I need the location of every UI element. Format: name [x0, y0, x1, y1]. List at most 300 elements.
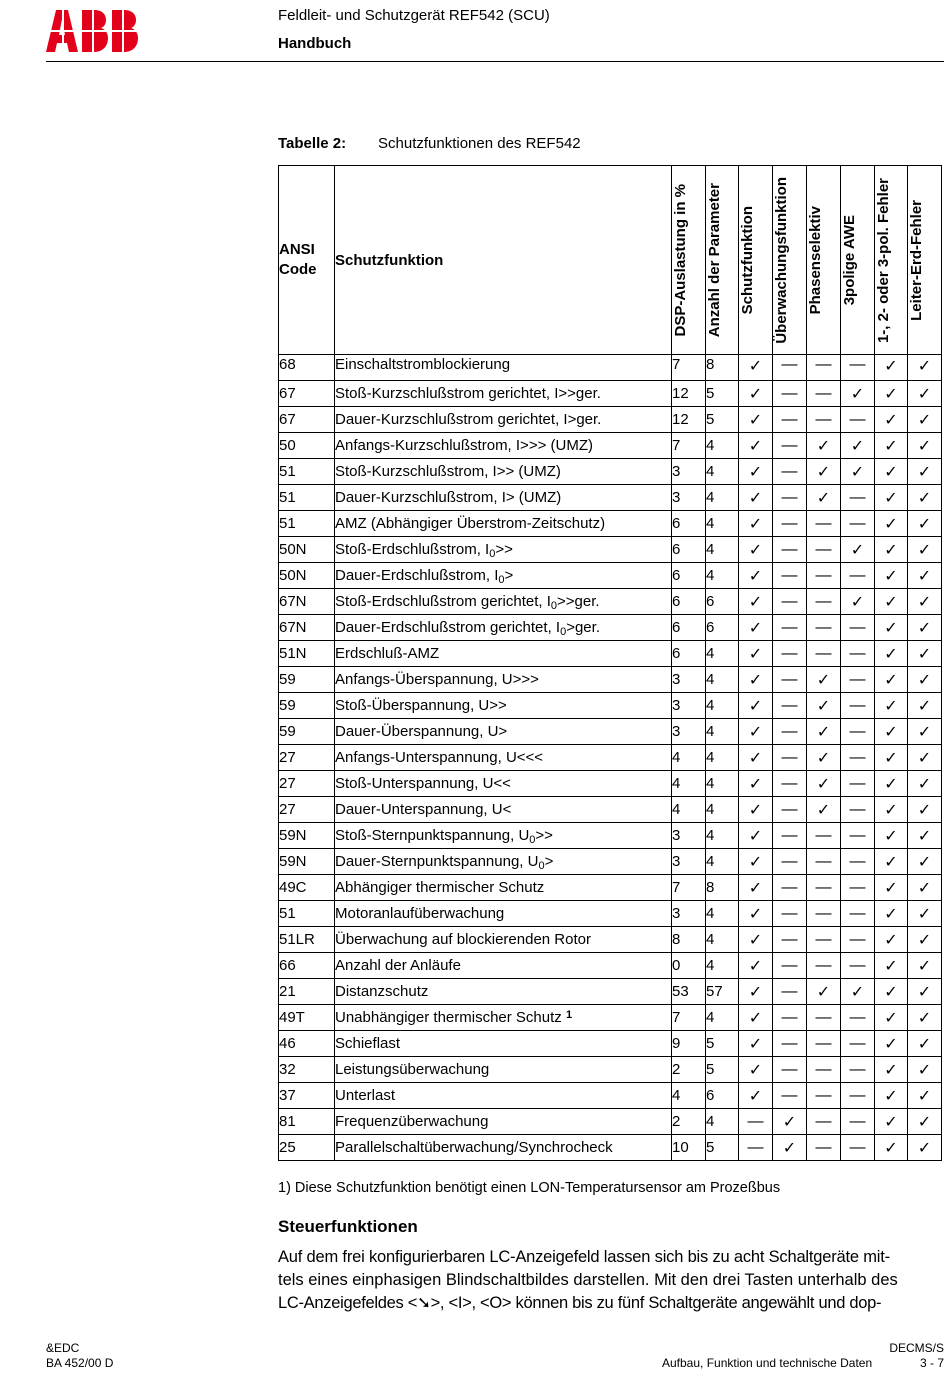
function-name-cell [335, 1031, 672, 1057]
check-mark: ✓ [841, 589, 875, 615]
function-name: Anfangs-Unterspannung, U<<< [335, 749, 544, 766]
check-mark: ✓ [875, 693, 908, 719]
header-schutz: Schutzfunktion [739, 166, 773, 355]
ansi-code-cell: 37 [279, 1083, 335, 1109]
check-mark: ✓ [739, 355, 773, 381]
table-row [279, 745, 942, 771]
param-count-cell: 4 [706, 849, 739, 875]
table-row [279, 641, 942, 667]
dash-mark: — [773, 927, 807, 953]
check-mark: ✓ [908, 1135, 942, 1161]
dash-mark: — [773, 875, 807, 901]
dash-mark: — [773, 589, 807, 615]
dash-mark: — [773, 693, 807, 719]
function-name-cell [335, 953, 672, 979]
table-row [279, 1135, 942, 1161]
dash-mark: — [841, 1083, 875, 1109]
dash-mark: — [773, 615, 807, 641]
check-mark: ✓ [807, 979, 841, 1005]
dash-mark: — [773, 823, 807, 849]
table-row [279, 563, 942, 589]
function-name-cell [335, 901, 672, 927]
table-row [279, 797, 942, 823]
function-name: Stoß-Unterspannung, U<< [335, 775, 511, 792]
dash-mark: — [773, 953, 807, 979]
document-subtitle: Handbuch [278, 35, 352, 52]
check-mark: ✓ [875, 1057, 908, 1083]
dash-mark: — [739, 1109, 773, 1135]
check-mark: ✓ [807, 745, 841, 771]
dash-mark: — [841, 1135, 875, 1161]
subscript: 0 [498, 574, 505, 586]
check-mark: ✓ [739, 797, 773, 823]
function-name-cell [335, 979, 672, 1005]
footnote-marker: 1 [565, 1009, 573, 1021]
document-title: Feldleit- und Schutzgerät REF542 (SCU) [278, 7, 550, 24]
param-count-cell: 5 [706, 381, 739, 407]
check-mark: ✓ [908, 355, 942, 381]
header-ansi-code: ANSI Code [279, 166, 335, 355]
subscript: 0 [529, 834, 536, 846]
function-name-cell [335, 771, 672, 797]
dash-mark: — [773, 407, 807, 433]
ansi-code-cell: 59N [279, 849, 335, 875]
ansi-code-cell: 50N [279, 537, 335, 563]
check-mark: ✓ [908, 1109, 942, 1135]
check-mark: ✓ [875, 1005, 908, 1031]
check-mark: ✓ [807, 433, 841, 459]
param-count-cell: 4 [706, 797, 739, 823]
param-count-cell: 4 [706, 901, 739, 927]
table-row [279, 875, 942, 901]
check-mark: ✓ [908, 667, 942, 693]
check-mark: ✓ [875, 589, 908, 615]
function-name-cell [335, 485, 672, 511]
check-mark: ✓ [739, 875, 773, 901]
check-mark: ✓ [739, 615, 773, 641]
dash-mark: — [773, 563, 807, 589]
function-name-suffix: >> [535, 827, 553, 844]
function-name: Abhängiger thermischer Schutz [335, 879, 545, 896]
ansi-code-cell: 59 [279, 719, 335, 745]
function-name-cell [335, 615, 672, 641]
check-mark: ✓ [739, 771, 773, 797]
ansi-code-cell: 67 [279, 407, 335, 433]
check-mark: ✓ [908, 875, 942, 901]
function-name-cell [335, 563, 672, 589]
check-mark: ✓ [841, 979, 875, 1005]
check-mark: ✓ [875, 459, 908, 485]
dash-mark: — [773, 901, 807, 927]
check-mark: ✓ [908, 381, 942, 407]
dsp-load-cell: 6 [672, 537, 706, 563]
dsp-load-cell: 0 [672, 953, 706, 979]
table-row [279, 459, 942, 485]
function-name: Dauer-Erdschlußstrom gerichtet, I [335, 619, 561, 636]
ansi-code-cell: 67N [279, 615, 335, 641]
dsp-load-cell: 4 [672, 797, 706, 823]
param-count-cell: 4 [706, 927, 739, 953]
check-mark: ✓ [841, 433, 875, 459]
table-row [279, 537, 942, 563]
dash-mark: — [807, 823, 841, 849]
function-name-cell [335, 745, 672, 771]
dsp-load-cell: 3 [672, 849, 706, 875]
ansi-code-cell: 27 [279, 771, 335, 797]
function-name-cell [335, 459, 672, 485]
param-count-cell: 5 [706, 407, 739, 433]
protection-functions-table [278, 165, 942, 1161]
function-name: Anfangs-Kurzschlußstrom, I>>> (UMZ) [335, 437, 593, 454]
ansi-code-cell: 51 [279, 511, 335, 537]
dash-mark: — [807, 589, 841, 615]
table-row [279, 615, 942, 641]
check-mark: ✓ [875, 849, 908, 875]
header-pol-fehler: 1-, 2- oder 3-pol. Fehler [875, 166, 908, 355]
table-caption-label: Tabelle 2: [278, 135, 347, 152]
function-name: Dauer-Sternpunktspannung, U [335, 853, 539, 870]
function-name-cell [335, 719, 672, 745]
check-mark: ✓ [739, 667, 773, 693]
ansi-code-cell: 51 [279, 459, 335, 485]
function-name: Stoß-Kurzschlußstrom gerichtet, I>>ger. [335, 385, 601, 402]
check-mark: ✓ [875, 615, 908, 641]
function-name-cell [335, 1005, 672, 1031]
footer-left-1: &EDC [46, 1341, 80, 1355]
dash-mark: — [841, 511, 875, 537]
ansi-code-cell: 68 [279, 355, 335, 381]
dash-mark: — [841, 407, 875, 433]
section-paragraph [278, 1246, 944, 1315]
ansi-code-cell: 25 [279, 1135, 335, 1161]
function-name-cell [335, 823, 672, 849]
dash-mark: — [773, 355, 807, 381]
dsp-load-cell: 7 [672, 433, 706, 459]
table-row [279, 1005, 942, 1031]
function-name: Überwachung auf blockierenden Rotor [335, 931, 591, 948]
ansi-code-cell: 81 [279, 1109, 335, 1135]
function-name-cell [335, 875, 672, 901]
table-row [279, 1083, 942, 1109]
check-mark: ✓ [875, 771, 908, 797]
check-mark: ✓ [908, 1031, 942, 1057]
dash-mark: — [773, 797, 807, 823]
param-count-cell: 5 [706, 1057, 739, 1083]
dsp-load-cell: 7 [672, 355, 706, 381]
function-name: Dauer-Überspannung, U> [335, 723, 508, 740]
check-mark: ✓ [739, 589, 773, 615]
param-count-cell: 4 [706, 459, 739, 485]
function-name-suffix: >>ger. [557, 593, 600, 610]
check-mark: ✓ [739, 693, 773, 719]
check-mark: ✓ [908, 1057, 942, 1083]
table-row [279, 849, 942, 875]
dash-mark: — [841, 797, 875, 823]
dsp-load-cell: 12 [672, 407, 706, 433]
check-mark: ✓ [875, 901, 908, 927]
check-mark: ✓ [908, 511, 942, 537]
dsp-load-cell: 53 [672, 979, 706, 1005]
dash-mark: — [841, 771, 875, 797]
check-mark: ✓ [739, 927, 773, 953]
function-name: Schieflast [335, 1035, 401, 1052]
dash-mark: — [841, 667, 875, 693]
param-count-cell: 6 [706, 615, 739, 641]
header-divider [46, 61, 944, 62]
subscript: 0 [489, 548, 496, 560]
check-mark: ✓ [875, 537, 908, 563]
check-mark: ✓ [841, 537, 875, 563]
abb-logo [46, 10, 146, 52]
check-mark: ✓ [739, 407, 773, 433]
table-row [279, 511, 942, 537]
function-name: Parallelschaltüberwachung/Synchrocheck [335, 1139, 613, 1156]
dash-mark: — [841, 1031, 875, 1057]
function-name: Stoß-Sternpunktspannung, U [335, 827, 530, 844]
check-mark: ✓ [875, 355, 908, 381]
check-mark: ✓ [875, 797, 908, 823]
param-count-cell: 4 [706, 537, 739, 563]
check-mark: ✓ [875, 1031, 908, 1057]
dsp-load-cell: 3 [672, 485, 706, 511]
ansi-code-cell: 59N [279, 823, 335, 849]
function-name-cell [335, 1109, 672, 1135]
dsp-load-cell: 4 [672, 745, 706, 771]
ansi-code-cell: 67N [279, 589, 335, 615]
check-mark: ✓ [908, 719, 942, 745]
param-count-cell: 4 [706, 511, 739, 537]
dsp-load-cell: 3 [672, 901, 706, 927]
param-count-cell: 8 [706, 875, 739, 901]
dsp-load-cell: 6 [672, 563, 706, 589]
ansi-code-cell: 59 [279, 693, 335, 719]
header-param-count: Anzahl der Parameter [706, 166, 739, 355]
footer-right-1: DECMS/S [889, 1341, 944, 1355]
function-name-cell [335, 849, 672, 875]
check-mark: ✓ [908, 797, 942, 823]
dsp-load-cell: 6 [672, 615, 706, 641]
param-count-cell: 57 [706, 979, 739, 1005]
dash-mark: — [773, 381, 807, 407]
check-mark: ✓ [908, 615, 942, 641]
dash-mark: — [841, 641, 875, 667]
dash-mark: — [841, 823, 875, 849]
ansi-code-cell: 51LR [279, 927, 335, 953]
check-mark: ✓ [908, 693, 942, 719]
table-row [279, 979, 942, 1005]
table-row [279, 355, 942, 381]
check-mark: ✓ [739, 979, 773, 1005]
dsp-load-cell: 12 [672, 381, 706, 407]
table-row [279, 1031, 942, 1057]
dash-mark: — [841, 1057, 875, 1083]
check-mark: ✓ [739, 1031, 773, 1057]
dash-mark: — [841, 745, 875, 771]
check-mark: ✓ [875, 953, 908, 979]
dash-mark: — [773, 771, 807, 797]
check-mark: ✓ [908, 979, 942, 1005]
ansi-code-cell: 59 [279, 667, 335, 693]
header-awe: 3polige AWE [841, 166, 875, 355]
function-name: AMZ (Abhängiger Überstrom-Zeitschutz) [335, 515, 606, 532]
check-mark: ✓ [739, 953, 773, 979]
dash-mark: — [807, 537, 841, 563]
dash-mark: — [773, 433, 807, 459]
dash-mark: — [807, 1135, 841, 1161]
check-mark: ✓ [739, 901, 773, 927]
dsp-load-cell: 3 [672, 459, 706, 485]
dash-mark: — [807, 927, 841, 953]
function-name: Stoß-Überspannung, U>> [335, 697, 507, 714]
paragraph-line: Auf dem frei konfigurierbaren LC-Anzeigefeld lassen sich bis zu acht Schaltgeräte mit- [278, 1248, 890, 1266]
subscript: 0 [550, 600, 558, 612]
param-count-cell: 4 [706, 1005, 739, 1031]
function-name: Leistungsüberwachung [335, 1061, 490, 1078]
check-mark: ✓ [739, 537, 773, 563]
check-mark: ✓ [739, 849, 773, 875]
dash-mark: — [807, 1031, 841, 1057]
dash-mark: — [841, 615, 875, 641]
dash-mark: — [807, 615, 841, 641]
dash-mark: — [807, 381, 841, 407]
dash-mark: — [807, 1057, 841, 1083]
check-mark: ✓ [807, 485, 841, 511]
dash-mark: — [773, 485, 807, 511]
table-row [279, 901, 942, 927]
table-row [279, 719, 942, 745]
dash-mark: — [739, 1135, 773, 1161]
dsp-load-cell: 7 [672, 875, 706, 901]
check-mark: ✓ [908, 589, 942, 615]
dsp-load-cell: 4 [672, 771, 706, 797]
param-count-cell: 4 [706, 433, 739, 459]
function-name-cell [335, 407, 672, 433]
dsp-load-cell: 6 [672, 511, 706, 537]
check-mark: ✓ [739, 433, 773, 459]
ansi-code-cell: 50 [279, 433, 335, 459]
dash-mark: — [773, 1057, 807, 1083]
ansi-code-cell: 50N [279, 563, 335, 589]
dsp-load-cell: 7 [672, 1005, 706, 1031]
dash-mark: — [807, 1109, 841, 1135]
function-name: Dauer-Kurzschlußstrom gerichtet, I>ger. [335, 411, 602, 428]
table-caption-text: Schutzfunktionen des REF542 [378, 135, 581, 152]
ansi-code-cell: 32 [279, 1057, 335, 1083]
dash-mark: — [773, 849, 807, 875]
check-mark: ✓ [739, 511, 773, 537]
function-name: Dauer-Erdschlußstrom, I [335, 567, 499, 584]
ansi-code-cell: 27 [279, 797, 335, 823]
function-name-cell [335, 797, 672, 823]
table-row [279, 407, 942, 433]
check-mark: ✓ [875, 979, 908, 1005]
function-name: Stoß-Kurzschlußstrom, I>> (UMZ) [335, 463, 561, 480]
ansi-code-cell: 51 [279, 901, 335, 927]
dsp-load-cell: 2 [672, 1057, 706, 1083]
footer-center-2: Aufbau, Funktion und technische Daten [662, 1356, 873, 1370]
dash-mark: — [773, 1031, 807, 1057]
header-phasenselektiv: Phasenselektiv [807, 166, 841, 355]
check-mark: ✓ [908, 745, 942, 771]
check-mark: ✓ [739, 485, 773, 511]
dsp-load-cell: 6 [672, 641, 706, 667]
check-mark: ✓ [773, 1109, 807, 1135]
dash-mark: — [807, 875, 841, 901]
dash-mark: — [773, 641, 807, 667]
param-count-cell: 4 [706, 485, 739, 511]
ansi-code-cell: 51 [279, 485, 335, 511]
check-mark: ✓ [739, 1057, 773, 1083]
check-mark: ✓ [875, 433, 908, 459]
check-mark: ✓ [875, 1109, 908, 1135]
check-mark: ✓ [875, 667, 908, 693]
check-mark: ✓ [908, 849, 942, 875]
table-row [279, 1057, 942, 1083]
check-mark: ✓ [807, 797, 841, 823]
dash-mark: — [841, 1005, 875, 1031]
param-count-cell: 4 [706, 693, 739, 719]
dsp-load-cell: 3 [672, 693, 706, 719]
table-row [279, 953, 942, 979]
dash-mark: — [807, 1005, 841, 1031]
check-mark: ✓ [773, 1135, 807, 1161]
param-count-cell: 4 [706, 719, 739, 745]
table-footnote: 1) Diese Schutzfunktion benötigt einen LON-Temperatursensor am Prozeßbus [278, 1180, 781, 1196]
dash-mark: — [773, 745, 807, 771]
ansi-code-cell: 49T [279, 1005, 335, 1031]
dash-mark: — [773, 719, 807, 745]
check-mark: ✓ [908, 407, 942, 433]
dsp-load-cell: 3 [672, 719, 706, 745]
check-mark: ✓ [908, 927, 942, 953]
dash-mark: — [773, 979, 807, 1005]
dash-mark: — [841, 849, 875, 875]
section-heading: Steuerfunktionen [278, 1217, 418, 1236]
function-name: Dauer-Unterspannung, U< [335, 801, 512, 818]
ansi-code-cell: 49C [279, 875, 335, 901]
table-row [279, 823, 942, 849]
function-name: Erdschluß-AMZ [335, 645, 440, 662]
table-row [279, 667, 942, 693]
ansi-code-cell: 27 [279, 745, 335, 771]
table-row [279, 485, 942, 511]
check-mark: ✓ [807, 719, 841, 745]
ansi-code-cell: 67 [279, 381, 335, 407]
function-name-suffix: > [504, 567, 514, 584]
check-mark: ✓ [739, 719, 773, 745]
check-mark: ✓ [908, 823, 942, 849]
function-name: Anfangs-Überspannung, U>>> [335, 671, 539, 688]
header-ueberwachung: Überwachungsfunktion [773, 166, 807, 355]
param-count-cell: 8 [706, 355, 739, 381]
check-mark: ✓ [875, 927, 908, 953]
table-row [279, 381, 942, 407]
check-mark: ✓ [875, 719, 908, 745]
ansi-code-cell: 51N [279, 641, 335, 667]
table-row [279, 1109, 942, 1135]
function-name-cell [335, 589, 672, 615]
dash-mark: — [841, 563, 875, 589]
check-mark: ✓ [875, 641, 908, 667]
function-name-cell [335, 1135, 672, 1161]
function-name-suffix: > [544, 853, 554, 870]
check-mark: ✓ [875, 563, 908, 589]
dash-mark: — [807, 563, 841, 589]
dash-mark: — [841, 719, 875, 745]
check-mark: ✓ [739, 641, 773, 667]
check-mark: ✓ [908, 1083, 942, 1109]
dash-mark: — [807, 901, 841, 927]
